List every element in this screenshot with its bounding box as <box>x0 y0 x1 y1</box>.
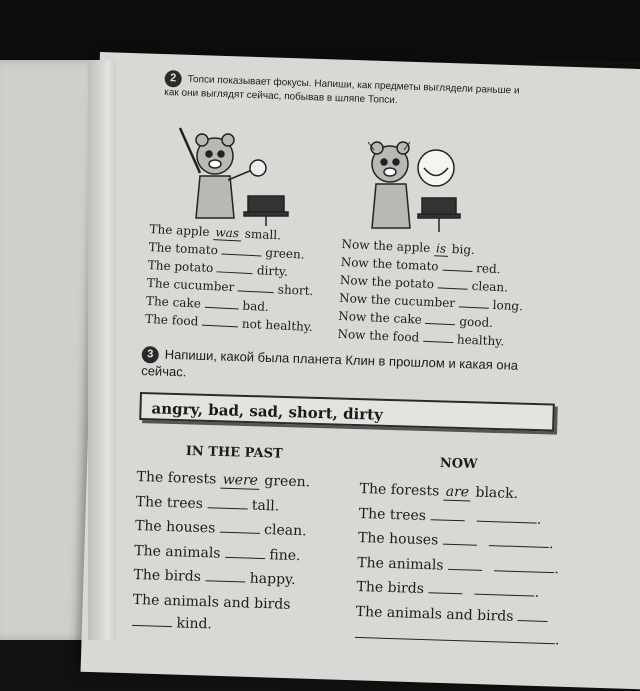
answer-blank[interactable] <box>475 594 535 597</box>
task3-now-line-cont: . <box>355 624 560 650</box>
answer-blank[interactable] <box>448 568 482 570</box>
answer-blank[interactable] <box>477 520 537 523</box>
filled-answer: were <box>220 472 260 490</box>
answer-blank[interactable] <box>428 592 462 594</box>
sentence-lead: Now the apple <box>341 236 431 256</box>
sentence-lead: The cucumber <box>146 275 235 295</box>
sentence-tail: healthy. <box>456 332 505 349</box>
sentence-tail: red. <box>475 261 501 277</box>
sentence-tail: tall. <box>251 497 280 514</box>
sentence-tail: happy. <box>249 570 296 589</box>
answer-blank[interactable] <box>202 325 238 328</box>
sentence-lead: The tomato <box>148 239 219 258</box>
sentence-lead: The animals and birds <box>132 591 291 613</box>
sentence-lead: The houses <box>357 529 439 549</box>
task2-now-column <box>337 235 526 351</box>
answer-blank[interactable] <box>238 290 274 293</box>
filled-answer: was <box>213 225 241 241</box>
task3-now-line: The trees . <box>358 505 542 528</box>
answer-blank[interactable] <box>442 270 472 272</box>
sentence-lead: The animals <box>357 554 444 574</box>
answer-blank[interactable] <box>494 570 554 573</box>
task2-instruction: Топси показывает фокусы. Напиши, как предметы выглядели раньше и как они выглядят сейчас, побывав в шляпе Топси. <box>164 73 520 107</box>
answer-blank[interactable] <box>217 271 253 274</box>
sentence-tail: short. <box>277 282 314 299</box>
background-dark-top <box>0 0 640 62</box>
sentence-lead: The birds <box>356 578 425 598</box>
answer-blank[interactable] <box>355 637 555 644</box>
task3-past-column <box>132 465 311 637</box>
sentence-tail: green. <box>264 473 311 491</box>
sentence-tail: fine. <box>269 546 301 564</box>
answer-blank[interactable] <box>430 519 464 521</box>
task3-now-column <box>355 477 565 650</box>
answer-blank[interactable] <box>518 620 548 622</box>
sentence-tail: clean. <box>471 278 509 295</box>
sentence-lead: The cake <box>145 293 202 311</box>
sentence-tail: dirty. <box>256 263 289 279</box>
sentence-tail: small. <box>244 226 282 243</box>
filled-answer: is <box>434 241 449 257</box>
answer-blank[interactable] <box>205 580 245 582</box>
answer-blank[interactable] <box>425 323 455 325</box>
task2-number-badge: 2 <box>164 70 182 88</box>
sentence-lead: The birds <box>133 566 202 586</box>
bear-magician-illustration-right <box>350 128 490 238</box>
sentence-lead: Now the cake <box>338 308 423 327</box>
sentence-lead: The forests <box>359 480 440 500</box>
answer-blank[interactable] <box>220 532 260 534</box>
answer-blank[interactable] <box>459 306 489 308</box>
sentence-lead: Now the cucumber <box>338 290 456 311</box>
bear-magician-illustration-left <box>170 118 310 228</box>
past-heading: IN THE PAST <box>185 444 283 462</box>
answer-blank[interactable] <box>489 545 549 548</box>
sentence-lead: The houses <box>134 517 216 537</box>
sentence-tail: black. <box>475 484 519 502</box>
sentence-lead: The trees <box>135 493 204 512</box>
task3-now-line: The houses . <box>357 529 554 553</box>
sentence-lead: The food <box>144 311 199 329</box>
task2-past-column <box>145 220 318 336</box>
sentence-lead: The potato <box>147 257 214 276</box>
filled-answer: are <box>443 484 471 502</box>
task3-number-badge: 3 <box>141 346 159 364</box>
answer-blank[interactable] <box>222 254 262 257</box>
sentence-tail: kind. <box>176 615 213 633</box>
sentence-lead: Now the food <box>337 326 420 345</box>
sentence-tail: long. <box>492 297 524 314</box>
sentence-lead: Now the tomato <box>340 254 439 274</box>
sentence-tail: big. <box>451 242 476 258</box>
task3-now-line: The animals . <box>357 554 560 577</box>
sentence-lead: The forests <box>136 468 217 488</box>
sentence-tail: good. <box>459 314 494 330</box>
answer-blank[interactable] <box>423 341 453 343</box>
task3-instruction: Напиши, какой была планета Клин в прошлом и какая она сейчас. <box>140 346 519 380</box>
answer-blank[interactable] <box>205 307 239 310</box>
sentence-tail: not healthy. <box>241 316 314 335</box>
now-heading: NOW <box>439 456 478 473</box>
answer-blank[interactable] <box>443 544 477 546</box>
sentence-tail: green. <box>265 245 305 262</box>
sentence-tail: bad. <box>242 298 270 314</box>
task3-now-line: The birds . <box>356 578 540 601</box>
answer-blank[interactable] <box>132 625 172 627</box>
sentence-lead: The trees <box>358 505 427 524</box>
word-bank: angry, bad, sad, short, dirty <box>151 399 384 424</box>
answer-blank[interactable] <box>438 287 468 289</box>
answer-blank[interactable] <box>225 556 265 558</box>
sentence-lead: The animals <box>134 542 221 562</box>
book-spine <box>88 60 116 640</box>
sentence-tail: clean. <box>263 522 307 540</box>
sentence-lead: The apple <box>149 221 210 239</box>
sentence-lead: Now the potato <box>339 272 435 292</box>
sentence-lead: The animals and birds <box>355 603 514 625</box>
answer-blank[interactable] <box>207 507 247 509</box>
